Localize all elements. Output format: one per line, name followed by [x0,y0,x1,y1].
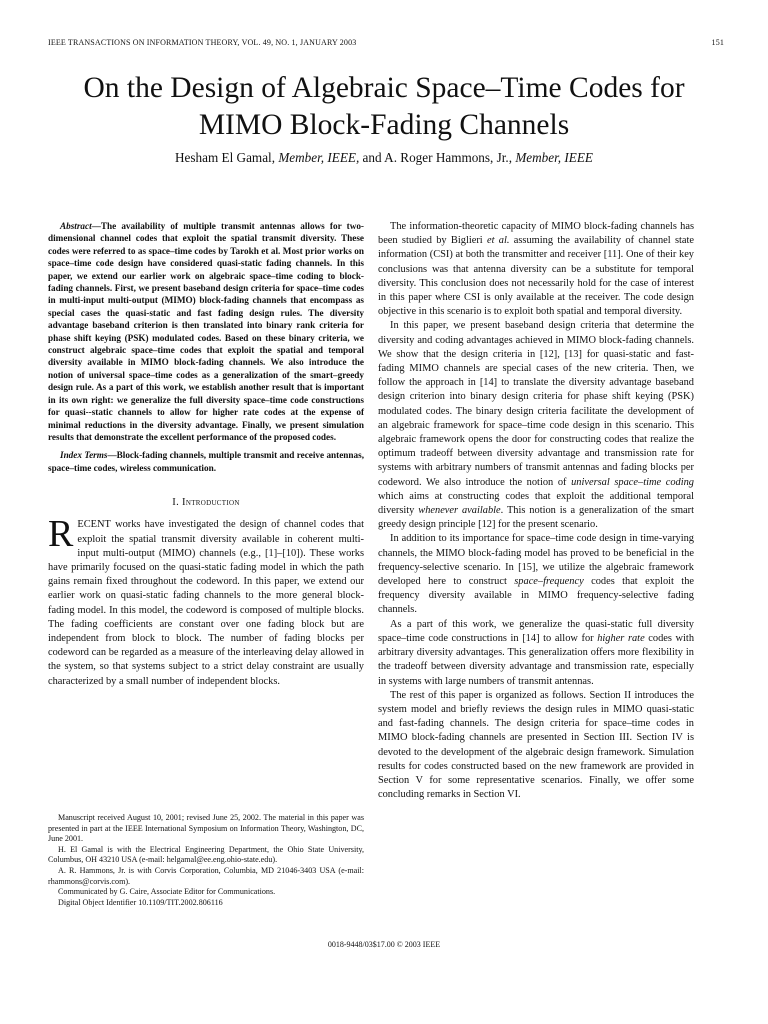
author-2-role: Member, IEEE [515,150,593,165]
running-header [48,38,724,47]
author-and: and [362,150,382,165]
footnote-manuscript: Manuscript received August 10, 2001; revised June 25, 2002. The material in this paper was presented in part at the IEEE International Symposium on Information Theory, Washington, DC, June 2001. [48,813,364,844]
text-run: In addition to its importance for space–time code design in time-varying channels, the MIMO block-fading model has proved to be beneficial in the frequency-selective scenario. In [15], we utilize the algebraic framework developed here to construct [378,533,694,588]
intro-text: works have investigated the design of channel codes that exploit the spatial transmit diversity available in coherent multi-input multi-output (MIMO) channels (e.g., [1]–[10]). These works have primarily focused on the quasi-static fading model in which the path gains remain fixed throughout the codeword. In this paper, we extend our earlier work on quasi-static fading channels to the more general block-fading model. In this model, the codeword is composed of multiple blocks. The fading coefficients are constant over one fading block but are independent from block to block. The number of fading blocks per codeword can be regarded as a measure of the interleaving delay allowed in the system, so that systems subject to a strict delay constraint are usually characterized by a small number of independent blocks. [48,519,364,687]
index-terms-paragraph [48,449,364,474]
text-run: The information-theoretic capacity of MIMO block-fading channels has been studied by Biglieri [378,221,694,247]
emphasis: et al. [486,235,510,247]
left-column [48,220,364,689]
abstract [48,220,364,443]
emphasis: whenever available [418,505,501,517]
body-paragraph-1 [378,220,694,319]
paper-title [24,70,744,144]
emphasis: space–frequency [514,576,584,588]
section-number: I. [172,497,180,509]
text-run: . This notion is a generalization of the smart greedy design principle [12] for the present scenario. [378,505,695,531]
abstract-text: —The availability of multiple transmit antennas allows for two-dimensional channel codes that exploit the spatial transmit diversity. These codes were referred to as space–time codes by Tarokh et al. Most prior works on space–time code design have considered quasi-static fading channels. In this paper, we extend our earlier work on algebraic space–time coding to block-fading channels. First, we present baseband design criteria for space–time codes in multi-input multi-output (MIMO) block-fading channels that encompass as special cases the quasi-static and fast fading design rules. The diversity advantage baseband criterion is then translated into binary rank criteria for phase shift keying (PSK) modulated codes. Based on these binary criteria, we construct algebraic space–time codes that exploit the spatial and temporal diversity available in MIMO block-fading channels. We also introduce the notion of universal space–time codes as a generalization of the smart–greedy design rule. As a part of this work, we establish another result that is important in its own right: we generalize the full diversity space–time code constructions for quasi--static channels to allow for higher rate codes at the expense of minimal reductions in the diversity advantage. Finally, we present simulation results that demonstrate the excellent performance of the proposed codes. [48,221,364,442]
emphasis: universal space–time coding [571,476,694,488]
footnote-doi: Digital Object Identifier 10.1109/TIT.2002.806116 [58,897,223,907]
journal-info: IEEE TRANSACTIONS ON INFORMATION THEORY, VOL. 49, NO. 1, JANUARY 2003 [48,38,357,47]
text-run: assuming the availability of channel state information (CSI) at both the transmitter and receiver [11]. One of their key conclusions was that antenna diversity can be a substitute for temporal diversity. This conclusion does not necessarily hold for the case of interest in this paper where CSI is only available at the receiver. The code design objective in this scenario is to exploit both spatial and temporal diversity. [378,235,694,318]
text-run: As a part of this work, we generalize the quasi-static full diversity space–time code constructions in [14] to allow for [378,618,694,644]
right-column [378,220,694,802]
emphasis: higher rate [597,632,645,644]
footnote-author-1: H. El Gamal is with the Electrical Engineering Department, the Ohio State University, Columbus, OH 43210 USA (e-mail: helgamal@ee.eng.ohio-state.edu). [48,844,364,865]
title-line-2: MIMO Block-Fading Channels [198,109,570,141]
page-number: 151 [711,38,724,47]
footnote-author-2: A. R. Hammons, Jr. is with Corvis Corporation, Columbia, MD 21046-3403 USA (e-mail: rhammons@corvis.com). [48,865,364,886]
text-run: codes that exploit the frequency diversity available in MIMO frequency-selective fading channels. [378,576,695,616]
author-line: Hesham El Gamal, Member, IEEE, and A. Roger Hammons, Jr., Member, IEEE [175,150,593,165]
section-heading-introduction [48,496,364,510]
body-paragraph-2 [378,319,694,532]
abstract-label: Abstract [60,221,92,231]
body-paragraph-5: The rest of this paper is organized as follows. Section II introduces the system model and briefly reviews the design rules in MIMO quasi-static and fast-fading channels. The design criteria for space–time codes in MIMO block-fading channels are presented in Section III. Section IV is devoted to the development of the algebraic design framework. Simulation results for codes constructed based on the new framework are provided in Section V for some representative scenarios. Finally, we offer some concluding remarks in Section VI. [378,689,694,801]
footnote-communicated: Communicated by G. Caire, Associate Editor for Communications. [58,887,276,897]
author-1-role: Member, IEEE, [278,150,360,165]
drop-cap: R [48,513,74,556]
author-1-name: Hesham El Gamal [175,150,272,165]
intro-first-word: ECENT [77,519,111,531]
body-paragraph-4 [378,618,694,689]
text-run: which aims at constructing codes that exploit the additional temporal diversity [378,490,694,517]
intro-paragraph-1 [48,513,364,688]
introduction-body [48,513,364,688]
body-paragraph-3 [378,532,694,617]
footnotes [48,813,364,908]
index-terms-label: Index Terms [60,450,108,461]
text-run: codes with arbitrary diversity advantages. This generalization offers more flexibility in the tradeoff between diversity advantage and transmission rate, especially in systems with large numbers of transmit antennas. [378,632,695,687]
section-title: Introduction [182,497,240,509]
index-terms-text: —Block-fading channels, multiple transmit and receive antennas, space–time codes, wireless communication. [48,450,364,473]
copyright-footer: 0018-9448/03$17.00 © 2003 IEEE [327,940,441,949]
abstract-paragraph [48,220,364,443]
text-run: In this paper, we present baseband design criteria that determine the diversity and coding advantages achieved in MIMO block-fading channels. We show that the design criteria in [12], [13] for quasi-static and fast-fading MIMO channels are special cases of the new criteria. Then, we follow the approach in [14] to translate the diversity advantage baseband design criterion into binary design criteria for phase shift keying (PSK) modulated codes. The binary design criteria facilitate the development of an algebraic framework for space–time code design in this scenario. This algebraic framework opens the door for constructing codes that realize the optimum tradeoff between diversity advantage and transmission rate for systems with arbitrary numbers of transmit antennas and fading blocks per codeword. We also introduce the notion of [378,320,694,488]
title-line-1: On the Design of Algebraic Space–Time Codes for [83,72,685,104]
index-terms [48,449,364,474]
author-2-name: A. Roger Hammons, Jr. [384,150,509,165]
